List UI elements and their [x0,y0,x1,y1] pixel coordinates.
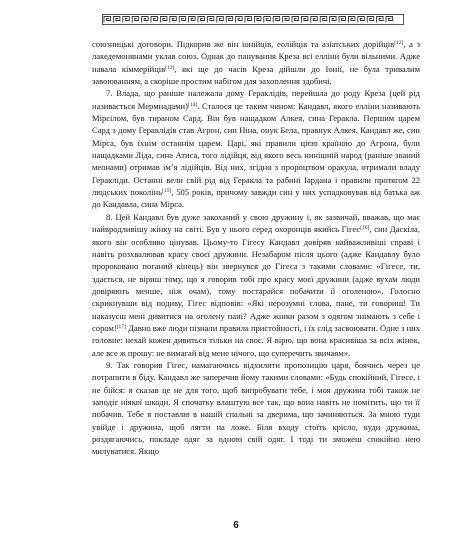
footnote-marker: [13] [165,64,175,71]
footnote-marker: [14] [187,101,198,108]
footnote-marker: [16] [360,225,370,232]
footnote-marker: [15] [162,188,172,195]
footnote-marker: [17] [116,323,126,330]
paragraph-7: 7. Влада, що раніше належала дому Гераклідів, перейшла до роду Креза (цей рід називається Мермнадами)[14]. Сталося це таким чином: Кандавл, якого елліни називають Мірсілом, був тираном Сард. Він був нащадком Алкея, сина Геракла. Першим царем Сард з дому Гераклідів став Агрон, син Ніна, онук Бела, правнук Алкея. Кандавл же, син Мірса, був їхнім останнім царем. Царі, які правили цією країною до Агрона, були нащадками Ліда, сина Атиса, того лідійця, від якого весь нинішній народ (раніше званий меонами) отримав ім’я лідійців. Від них, згідно з пророцтвом оракула, отримали владу Геракліди. Останні вели свій рід від Геракла та рабині Іардана і правили протягом 22 людських поколінь[15], 505 років, причому завжди син у них успадковував від батька аж до Кандавла, сина Мірса. [92,88,420,210]
page-number: 6 [233,520,239,531]
greek-key-ornament [102,14,404,25]
page-text [92,38,420,458]
paragraph-8: 8. Цей Кандавл був дуже закоханий у свою дружину і, як зазвичай, вважав, що має найвродливішу жінку на світі. Був у нього серед охоронців якийсь Гігес[16], син Даскіла, якого він особливо цінував. Цьому-то Гігесу Кандавл довіряв найважливіші справі і навіть розхвалював красу своєї дружини. Незабаром після цього (адже Кандавлу було пророковано поганий кінець) він звернувся до Гігеса з такими словами: «Гігесе, ти, здається, не віриш тому, що я говорив тобі про красу моєї дружини (адже вухам люди довіряють менше, ніж очам), тому постарайся побачити її оголеною». Голосно скрикнувши від подиву, Гігес відповів: «Які нерозумні слова, пане, ти говориш! Ти наказуєш мені дивитися на оголену пані? Адже жінки разом з одягом знімають з себе і сором![17] Давно вже люди пізнали правила пристойності, і їх слід засвоювати. Одне з них головне: нехай кожен дивиться тільки на своє. Я вірю, що вона красивіша за всіх жінок, але все ж прошу: не вимагай від мене нічого, що суперечить звичаям». [92,211,420,358]
paragraph-9: 9. Так говорив Гігес, намагаючись відхилити пропозицію царя, боячись через це потрапити в біду. Кандавл же заперечив йому такими словами: «Будь спокійний, Гігесе, і не бійся: я сказав це не для того, щоб випробувати тебе, і моя дружина тобі також не заподіє ніякої шкоди. Я спочатку влаштую все так, що вона навіть не помітить, що ти її побачив. Тебе я поставлю в нашій спальні за дверима, що зачиняються. За мною туди увійде і дружина, щоб лягти на ложе. Біля входу стоїть крісло, куди дружина, роздягаючись, покладе одяг за одною свій одяг. І тоді ти зможеш спокійно нею милуватися. Якщо [92,359,420,457]
paragraph-continuation: союзницькі договори. Підкорив же він іонійців, еолійців та азіатських дорійців[12], а з лакедемонянами уклав союз. Однак до панування Креза всі елліни були вільними. Адже навала кіммерійців[13], які ще до часів Креза дійшли до Іонії, не була тривалим завоюванням, а скоріше простим набігом для захоплення здобичі. [92,39,420,87]
footnote-marker: [12] [394,40,404,46]
